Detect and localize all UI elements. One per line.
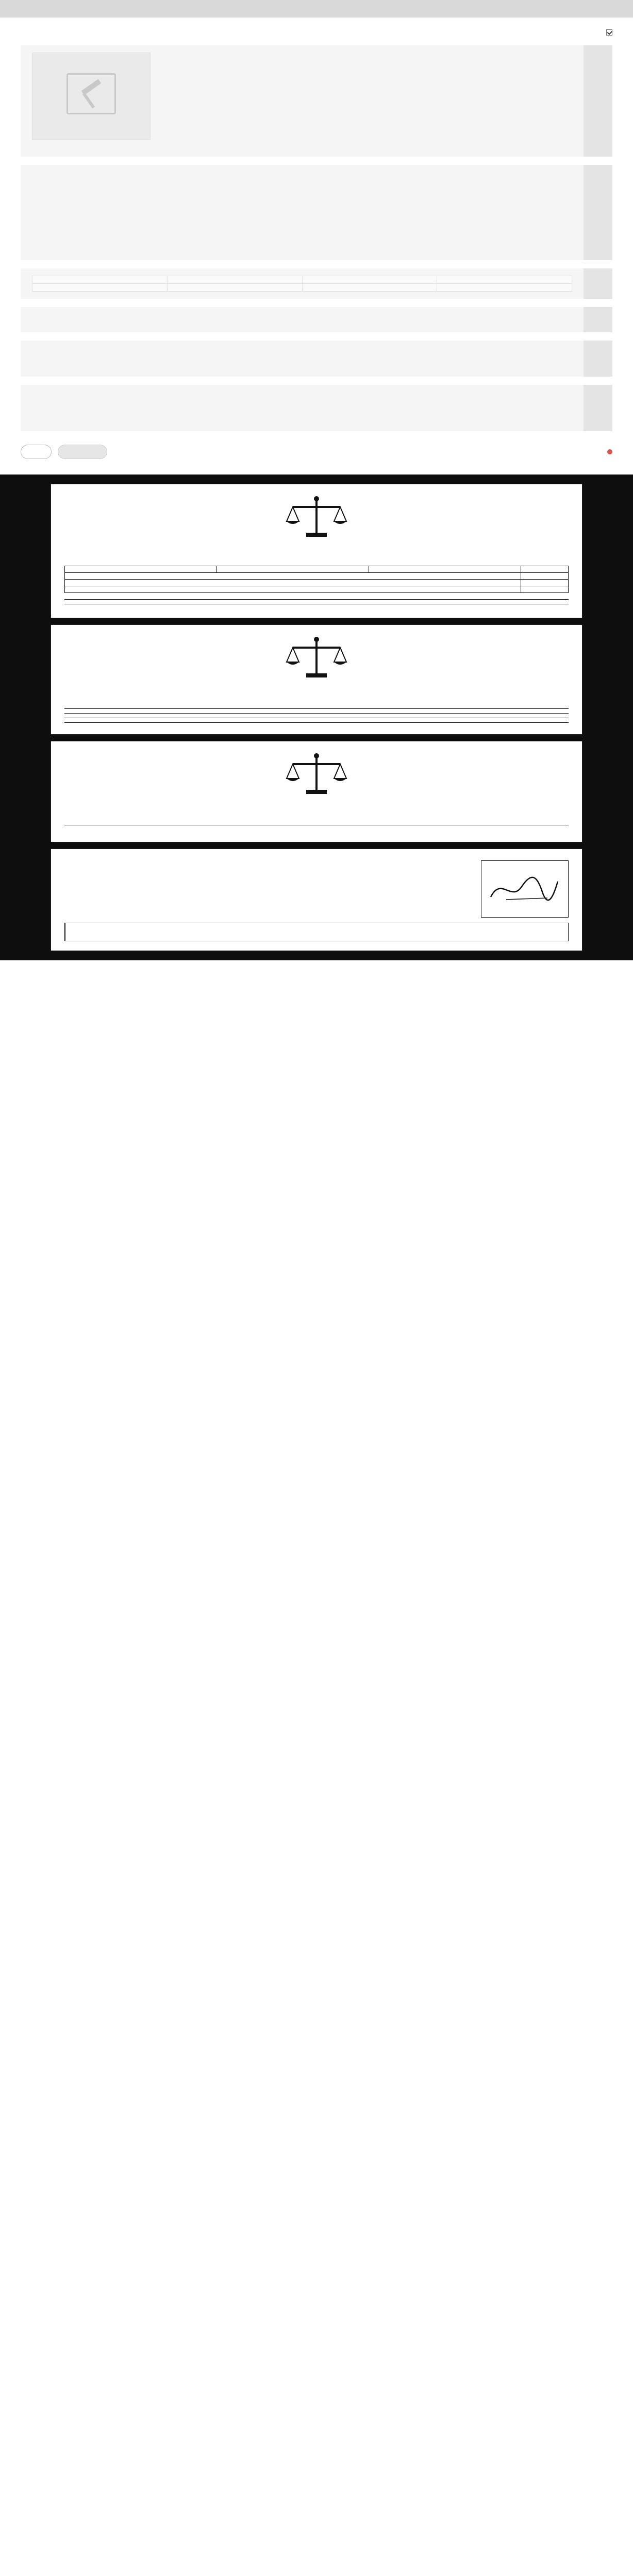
request-tab <box>584 165 612 260</box>
owners-body <box>21 268 584 299</box>
doc-header-table <box>64 566 569 593</box>
document-page-3 <box>51 741 582 842</box>
notes-row <box>32 235 572 253</box>
request-section <box>21 165 612 260</box>
owner-cell <box>302 276 437 284</box>
photo-placeholder <box>32 53 151 140</box>
section-heading <box>64 708 569 709</box>
owner-cell <box>302 284 437 292</box>
doc-body-1 <box>64 599 569 604</box>
row-label <box>521 573 569 580</box>
financial-body <box>21 307 584 332</box>
summary-body <box>21 45 584 157</box>
owners-tab <box>584 268 612 299</box>
gavel-icon <box>66 73 116 114</box>
row-label <box>521 566 569 573</box>
confirmation-notice <box>21 27 612 38</box>
summary-info-list <box>171 53 572 140</box>
remarks-tab <box>584 385 612 431</box>
summary-section <box>21 45 612 157</box>
cell <box>65 580 521 586</box>
financial-section <box>21 307 612 332</box>
notes-label <box>500 235 572 253</box>
summary-tab <box>584 45 612 157</box>
receipt-box <box>64 923 569 941</box>
section-heading <box>64 599 569 600</box>
document-page-1 <box>51 484 582 618</box>
top-bar <box>0 0 633 18</box>
document-viewer[interactable] <box>0 474 633 960</box>
check-icon <box>606 29 612 36</box>
cell <box>65 586 521 593</box>
owner-cell <box>437 276 572 284</box>
device-tab <box>584 341 612 377</box>
device-body <box>21 341 584 377</box>
justice-scale-icon <box>286 496 347 540</box>
owner-cell <box>437 284 572 292</box>
justice-scale-icon <box>286 753 347 797</box>
footer-bar <box>21 439 612 465</box>
signature-icon <box>486 871 563 907</box>
owner-cell <box>32 284 168 292</box>
section-heading <box>64 722 569 723</box>
print-button[interactable] <box>58 445 107 459</box>
device-section <box>21 341 612 377</box>
section-heading <box>64 713 569 714</box>
doc-body-2 <box>64 708 569 723</box>
status-dot-icon <box>607 449 612 454</box>
remarks-body <box>21 385 584 431</box>
close-button[interactable] <box>21 445 52 459</box>
cell <box>65 573 521 580</box>
owner-cell <box>167 284 302 292</box>
cell <box>369 566 521 573</box>
table-row <box>32 276 572 284</box>
owners-section <box>21 268 612 299</box>
doc-header <box>64 496 569 562</box>
cell <box>65 566 217 573</box>
document-page-4 <box>51 849 582 951</box>
financial-tab <box>584 307 612 332</box>
cell <box>217 566 369 573</box>
owner-cell <box>32 276 168 284</box>
table-row <box>32 284 572 292</box>
row-label <box>521 580 569 586</box>
justice-scale-icon <box>286 636 347 681</box>
owners-table <box>32 276 572 292</box>
request-body <box>21 165 584 260</box>
document-page-2 <box>51 624 582 735</box>
remarks-section <box>21 385 612 431</box>
owner-cell <box>167 276 302 284</box>
portal-content <box>0 18 633 465</box>
row-label <box>521 586 569 593</box>
